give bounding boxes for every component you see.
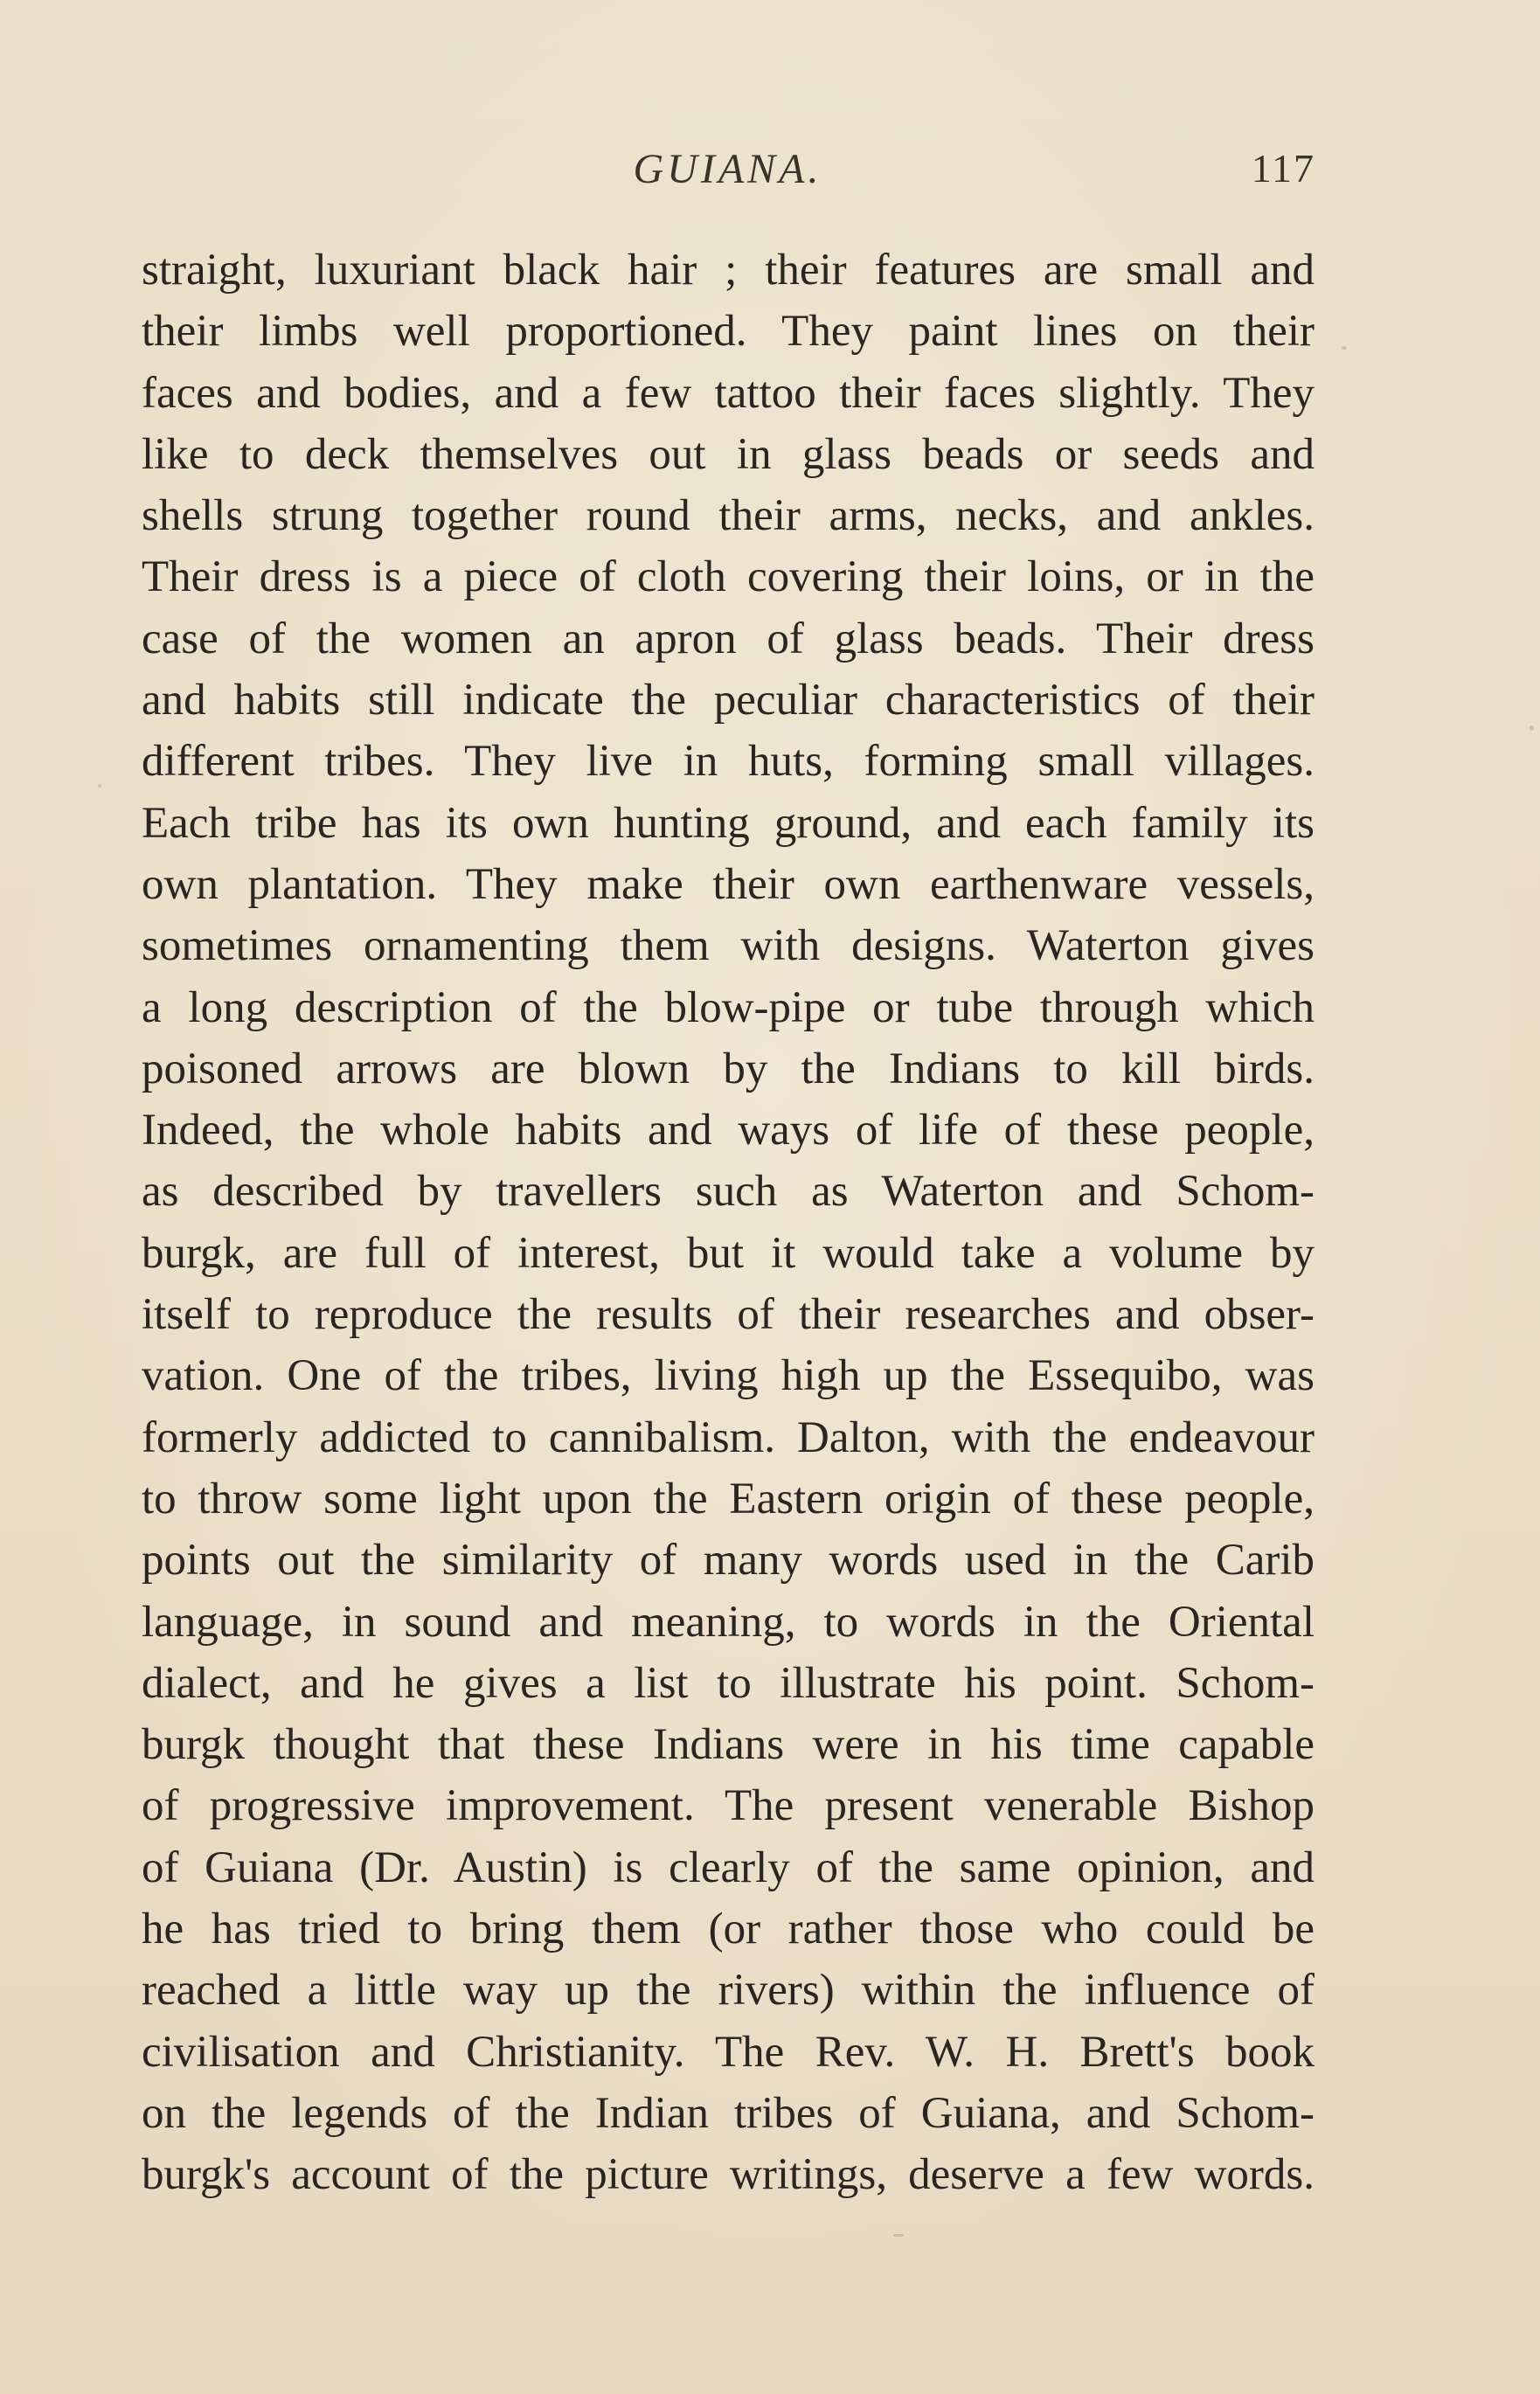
text-line: like to deck themselves out in glass beads or seeds and [142,429,1315,479]
text-line: language, in sound and meaning, to words in the Oriental [142,1597,1315,1647]
text-line: their limbs well proportioned. They paint lines on their [142,307,1315,357]
text-line: civilisation and Christianity. The Rev. W. H. Brett's book [142,2027,1315,2077]
text-line: shells strung together round their arms, necks, and ankles. [142,491,1315,541]
text-line: reached a little way up the rivers) within the influence of [142,1966,1315,2016]
text-line: faces and bodies, and a few tattoo their faces slightly. They [142,368,1315,418]
text-line: and habits still indicate the peculiar characteristics of their [142,676,1315,725]
paper-speck [1530,725,1534,731]
text-line: formerly addicted to cannibalism. Dalton, with the endeavour [142,1412,1315,1462]
text-line: Each tribe has its own hunting ground, and each family its [142,798,1315,848]
text-line: of progressive improvement. The present venerable Bishop [142,1781,1315,1831]
text-line: itself to reproduce the results of their researches and obser- [142,1290,1315,1340]
text-line: Their dress is a piece of cloth covering their loins, or in the [142,552,1315,602]
text-line: a long description of the blow-pipe or tube through which [142,982,1315,1032]
text-line: straight, luxuriant black hair ; their features are small and [142,246,1315,295]
text-line: different tribes. They live in huts, forming small villages. [142,737,1315,787]
text-line: own plantation. They make their own earthenware vessels, [142,859,1315,909]
text-line: he has tried to bring them (or rather those who could be [142,1905,1315,1954]
text-line: Indeed, the whole habits and ways of life of these people, [142,1106,1315,1155]
paper-speck [893,2234,904,2237]
text-line: case of the women an apron of glass beads. Their dress [142,614,1315,663]
text-line: on the legends of the Indian tribes of Guiana, and Schom- [142,2088,1315,2138]
paper-speck [1342,346,1347,350]
text-line: burgk thought that these Indians were in his time capable [142,1720,1315,1770]
text-line: of Guiana (Dr. Austin) is clearly of the same opinion, and [142,1842,1315,1892]
text-line: dialect, and he gives a list to illustrate his point. Schom- [142,1658,1315,1708]
text-line: burgk, are full of interest, but it would take a volume by [142,1228,1315,1278]
text-line: burgk's account of the picture writings, deserve a few words. [142,2150,1315,2200]
text-line: points out the similarity of many words used in the Carib [142,1536,1315,1586]
text-line: sometimes ornamenting them with designs. Waterton gives [142,921,1315,971]
running-title: GUIANA. [633,146,822,192]
text-line: as described by travellers such as Waterton and Schom- [142,1167,1315,1217]
body-paragraph [142,239,1315,2206]
page-number: 117 [1251,146,1315,191]
text-line: to throw some light upon the Eastern origin of these people, [142,1474,1315,1523]
text-line: vation. One of the tribes, living high up the Essequibo, was [142,1351,1315,1401]
paper-speck [98,784,101,788]
text-line: poisoned arrows are blown by the Indians to kill birds. [142,1044,1315,1093]
running-head [140,145,1315,198]
